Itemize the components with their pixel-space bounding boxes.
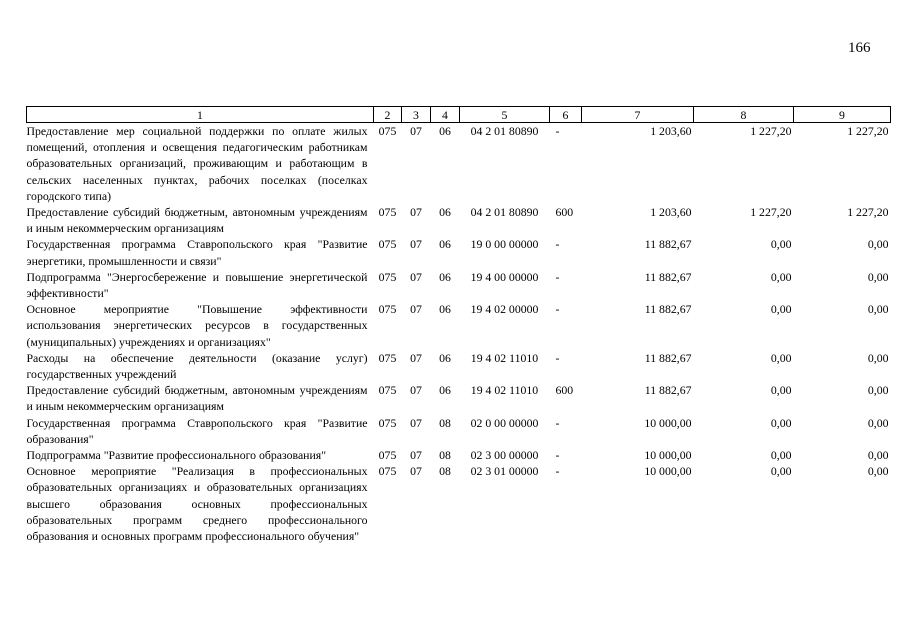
cell-amount-7: 10 000,00	[644, 448, 692, 463]
cell-grbs: 075	[378, 415, 397, 430]
table-row	[27, 463, 891, 544]
cell-section: 07	[410, 205, 422, 220]
col-header: 6	[550, 107, 582, 123]
cell-grbs: 075	[378, 448, 397, 463]
cell-target-article: 19 0 00 00000	[470, 237, 539, 252]
cell-subsection: 08	[439, 464, 451, 479]
cell-amount-8: 0,00	[770, 269, 792, 284]
table-row	[27, 204, 891, 236]
cell-amount-8: 1 227,20	[750, 124, 792, 138]
cell-target-article: 19 4 00 00000	[470, 269, 539, 284]
cell-subsection: 06	[439, 124, 451, 138]
cell-subsection: 06	[439, 269, 451, 284]
cell-target-article: 04 2 01 80890	[470, 205, 539, 220]
cell-amount-9: 0,00	[867, 383, 889, 398]
col-header: 8	[694, 107, 794, 123]
header-row	[27, 107, 891, 123]
cell-amount-8: 0,00	[770, 350, 792, 365]
cell-amount-7: 11 882,67	[644, 237, 692, 252]
cell-section: 07	[410, 237, 422, 252]
cell-section: 07	[410, 415, 422, 430]
cell-expense-type: -	[555, 448, 560, 463]
cell-expense-type: 600	[555, 205, 574, 220]
cell-amount-7: 11 882,67	[644, 383, 692, 398]
row-name: Государственная программа Ставропольского края "Развитие энергетики, промышленности и связи"	[26, 237, 368, 268]
cell-amount-8: 0,00	[770, 448, 792, 463]
cell-expense-type: -	[555, 464, 560, 479]
cell-expense-type: 600	[555, 383, 574, 398]
cell-amount-9: 1 227,20	[847, 205, 889, 220]
cell-grbs: 075	[378, 383, 397, 398]
cell-amount-7: 10 000,00	[644, 415, 692, 430]
col-header: 5	[460, 107, 550, 123]
cell-amount-9: 0,00	[867, 302, 889, 317]
cell-grbs: 075	[378, 124, 397, 138]
table-row	[27, 301, 891, 350]
row-name: Предоставление субсидий бюджетным, автономным учреждениям и иным некоммерческим организациям	[26, 205, 368, 236]
cell-section: 07	[410, 383, 422, 398]
cell-amount-8: 1 227,20	[750, 205, 792, 220]
row-name: Расходы на обеспечение деятельности (оказание услуг) государственных учреждений	[26, 350, 368, 382]
cell-subsection: 06	[439, 383, 451, 398]
table-row	[27, 269, 891, 301]
cell-grbs: 075	[378, 237, 397, 252]
cell-amount-7: 10 000,00	[644, 464, 692, 479]
cell-amount-7: 11 882,67	[644, 350, 692, 365]
cell-expense-type: -	[555, 415, 560, 430]
cell-subsection: 08	[439, 415, 451, 430]
cell-target-article: 02 3 01 00000	[470, 464, 539, 479]
cell-amount-8: 0,00	[770, 302, 792, 317]
page-number: 166	[848, 40, 871, 56]
table-row	[27, 382, 891, 414]
cell-target-article: 02 0 00 00000	[470, 415, 539, 430]
cell-target-article: 19 4 02 11010	[470, 383, 539, 398]
cell-section: 07	[410, 302, 422, 317]
cell-subsection: 08	[439, 448, 451, 463]
cell-grbs: 075	[378, 269, 397, 284]
cell-expense-type: -	[555, 302, 560, 317]
table-row	[27, 415, 891, 447]
col-header: 7	[582, 107, 694, 123]
cell-grbs: 075	[378, 350, 397, 365]
col-header: 2	[374, 107, 402, 123]
budget-table	[26, 106, 891, 544]
cell-grbs: 075	[378, 464, 397, 479]
table-row	[27, 350, 891, 382]
table-row	[27, 447, 891, 463]
col-header: 1	[27, 107, 374, 123]
cell-amount-7: 11 882,67	[644, 269, 692, 284]
col-header: 9	[794, 107, 891, 123]
cell-amount-7: 1 203,60	[650, 124, 692, 138]
cell-subsection: 06	[439, 350, 451, 365]
cell-expense-type: -	[555, 269, 560, 284]
row-name: Основное мероприятие "Повышение эффективности использования энергетических ресурсов в государственных (муниципальных) учреждениях и организациях"	[26, 302, 368, 349]
cell-amount-8: 0,00	[770, 237, 792, 252]
cell-target-article: 19 4 02 11010	[470, 350, 539, 365]
col-header: 3	[402, 107, 431, 123]
cell-target-article: 19 4 02 00000	[470, 302, 539, 317]
col-header: 4	[431, 107, 460, 123]
cell-subsection: 06	[439, 237, 451, 252]
table-row	[27, 123, 891, 205]
table-row	[27, 236, 891, 268]
cell-amount-9: 0,00	[867, 464, 889, 479]
cell-amount-9: 0,00	[867, 237, 889, 252]
cell-subsection: 06	[439, 205, 451, 220]
cell-amount-8: 0,00	[770, 383, 792, 398]
cell-amount-7: 1 203,60	[650, 205, 692, 220]
row-name: Предоставление мер социальной поддержки по оплате жилых помещений, отопления и освещения педагогическим работникам образовательных организаций, проживающим и работающим в сельских населенных пунктах, рабочих поселках (поселках городского типа)	[26, 124, 368, 203]
cell-amount-9: 0,00	[867, 448, 889, 463]
cell-target-article: 04 2 01 80890	[470, 124, 539, 138]
cell-amount-8: 0,00	[770, 415, 792, 430]
row-name: Основное мероприятие "Реализация в профессиональных образовательных организациях и образовательных организациях высшего образования основных профессиональных образовательных программ среднего профессионального образования и основных программ профессионального обучения"	[26, 464, 368, 544]
cell-section: 07	[410, 448, 422, 463]
cell-amount-7: 11 882,67	[644, 302, 692, 317]
row-name: Государственная программа Ставропольского края "Развитие образования"	[26, 415, 368, 446]
cell-amount-9: 0,00	[867, 269, 889, 284]
cell-subsection: 06	[439, 302, 451, 317]
cell-grbs: 075	[378, 205, 397, 220]
cell-expense-type: -	[555, 350, 560, 365]
cell-section: 07	[410, 124, 422, 138]
cell-amount-9: 0,00	[867, 350, 889, 365]
cell-target-article: 02 3 00 00000	[470, 448, 539, 463]
cell-amount-9: 0,00	[867, 415, 889, 430]
row-name: Предоставление субсидий бюджетным, автономным учреждениям и иным некоммерческим организациям	[26, 383, 368, 414]
row-name: Подпрограмма "Развитие профессионального образования"	[26, 448, 327, 463]
cell-grbs: 075	[378, 302, 397, 317]
cell-section: 07	[410, 269, 422, 284]
cell-expense-type: -	[555, 237, 560, 252]
cell-amount-9: 1 227,20	[847, 124, 889, 138]
cell-section: 07	[410, 464, 422, 479]
cell-amount-8: 0,00	[770, 464, 792, 479]
cell-section: 07	[410, 350, 422, 365]
row-name: Подпрограмма "Энергосбережение и повышение энергетической эффективности"	[26, 269, 368, 301]
cell-expense-type: -	[555, 124, 560, 138]
